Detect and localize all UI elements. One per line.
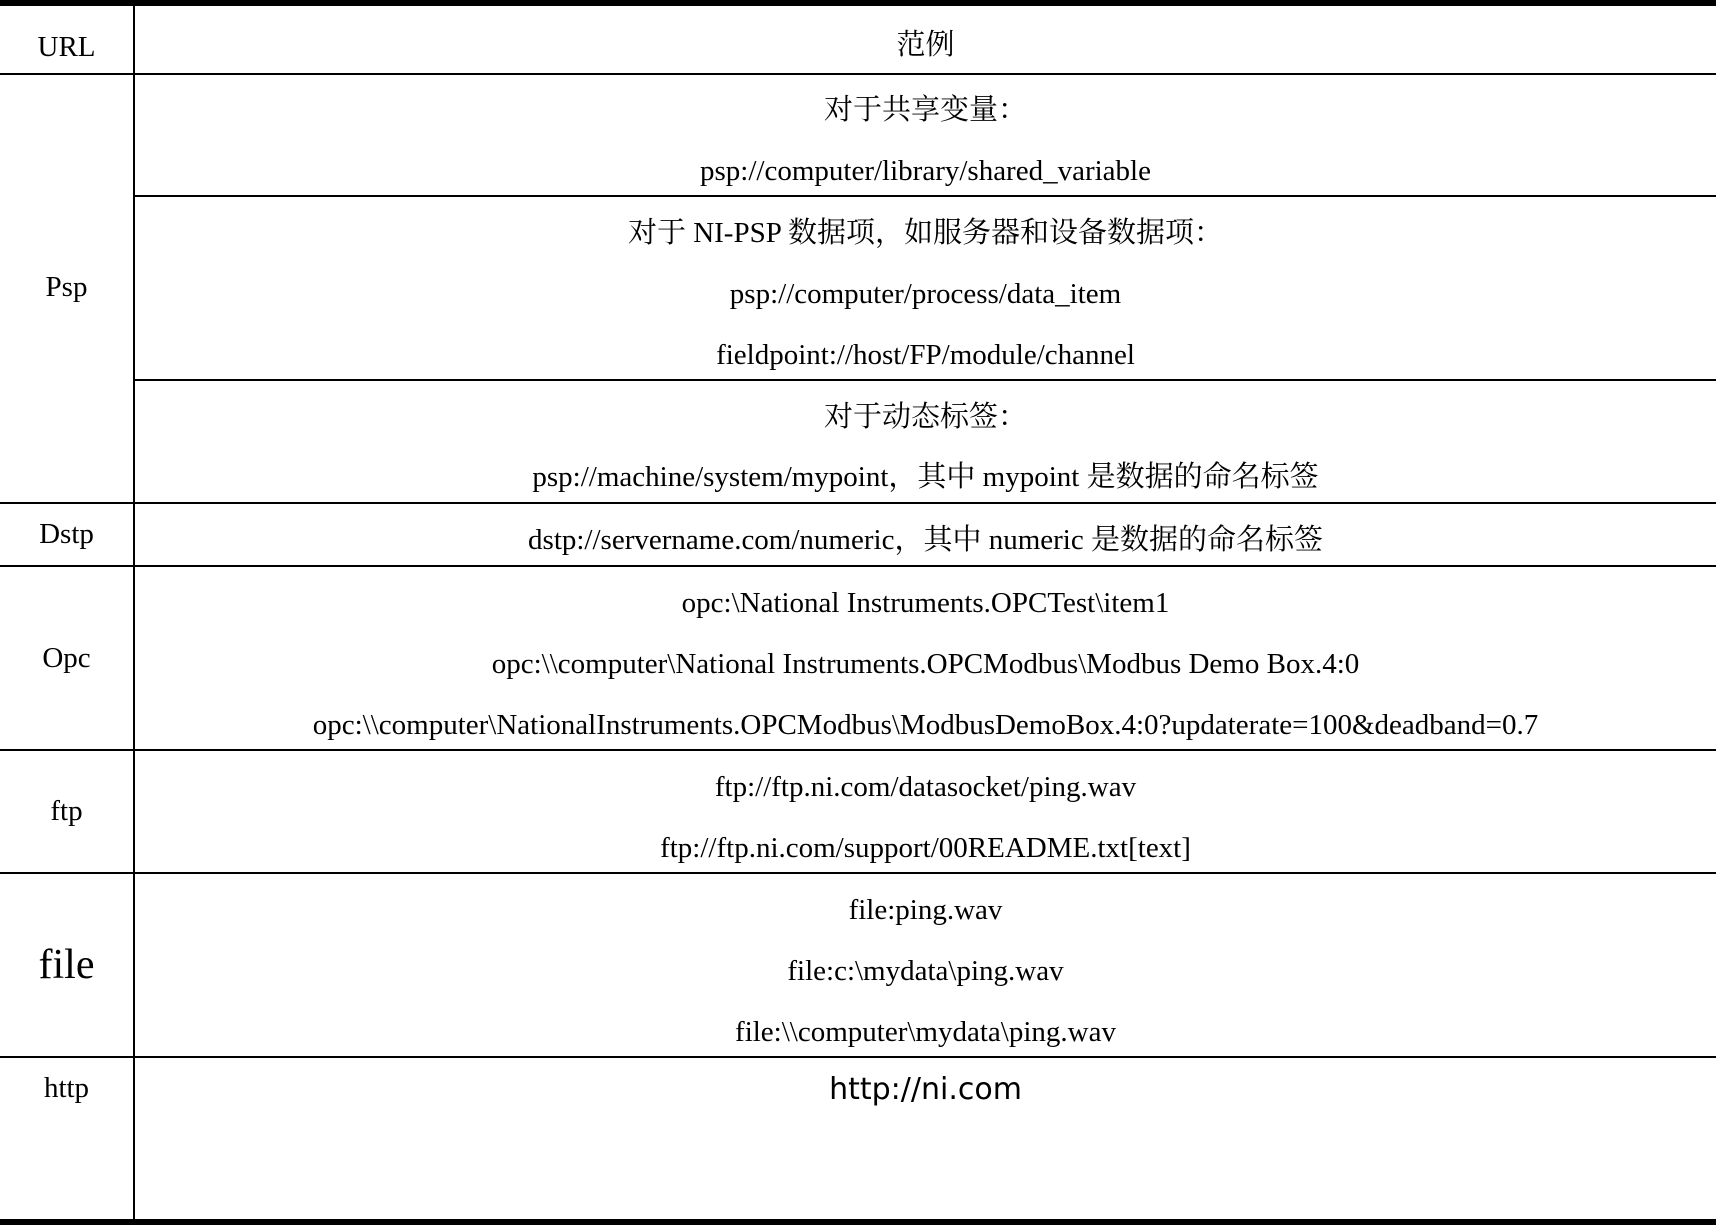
url-dstp: Dstp bbox=[39, 518, 94, 550]
example-line: opc:\\computer\NationalInstruments.OPCModbus\ModbusDemoBox.4:0?updaterate=100&deadband=0.7 bbox=[312, 709, 1539, 741]
example-line: opc:\National Instruments.OPCTest\item1 bbox=[681, 587, 1170, 619]
row-divider bbox=[0, 749, 1716, 751]
url-http: http bbox=[43, 1071, 90, 1104]
example-line: 对于动态标签： bbox=[823, 401, 1027, 433]
url-file: file bbox=[38, 942, 95, 988]
header-example: 范例 bbox=[896, 29, 955, 61]
url-opc: Opc bbox=[42, 641, 91, 674]
example-line: ftp://ftp.ni.com/datasocket/ping.wav bbox=[714, 771, 1137, 803]
url-psp: Psp bbox=[45, 270, 88, 303]
example-line: opc:\\computer\National Instruments.OPCModbus\Modbus Demo Box.4:0 bbox=[491, 648, 1360, 680]
row-divider bbox=[0, 565, 1716, 567]
row-divider bbox=[0, 1056, 1716, 1058]
example-line: 对于共享变量： bbox=[823, 94, 1027, 126]
row-divider bbox=[0, 502, 1716, 504]
example-line: file:ping.wav bbox=[848, 894, 1003, 926]
example-line: file:\\computer\mydata\ping.wav bbox=[735, 1016, 1116, 1048]
url-ftp: ftp bbox=[50, 795, 83, 827]
row-divider bbox=[0, 872, 1716, 874]
example-line: psp://machine/system/mypoint，其中 mypoint 是数据的命名标签 bbox=[532, 461, 1319, 493]
example-line: http://ni.com bbox=[829, 1072, 1022, 1107]
example-line: ftp://ftp.ni.com/support/00README.txt[text] bbox=[660, 832, 1191, 864]
group-divider bbox=[133, 379, 1716, 381]
example-line: dstp://servername.com/numeric，其中 numeric 是数据的命名标签 bbox=[528, 524, 1323, 556]
header-url: URL bbox=[37, 30, 96, 63]
example-line: fieldpoint://host/FP/module/channel bbox=[716, 339, 1135, 371]
example-line: psp://computer/library/shared_variable bbox=[700, 155, 1151, 187]
example-line: file:c:\mydata\ping.wav bbox=[787, 955, 1064, 987]
example-line: psp://computer/process/data_item bbox=[729, 278, 1122, 310]
group-divider bbox=[133, 195, 1716, 197]
example-line: 对于 NI-PSP 数据项，如服务器和设备数据项： bbox=[627, 217, 1224, 249]
row-divider bbox=[0, 73, 1716, 75]
